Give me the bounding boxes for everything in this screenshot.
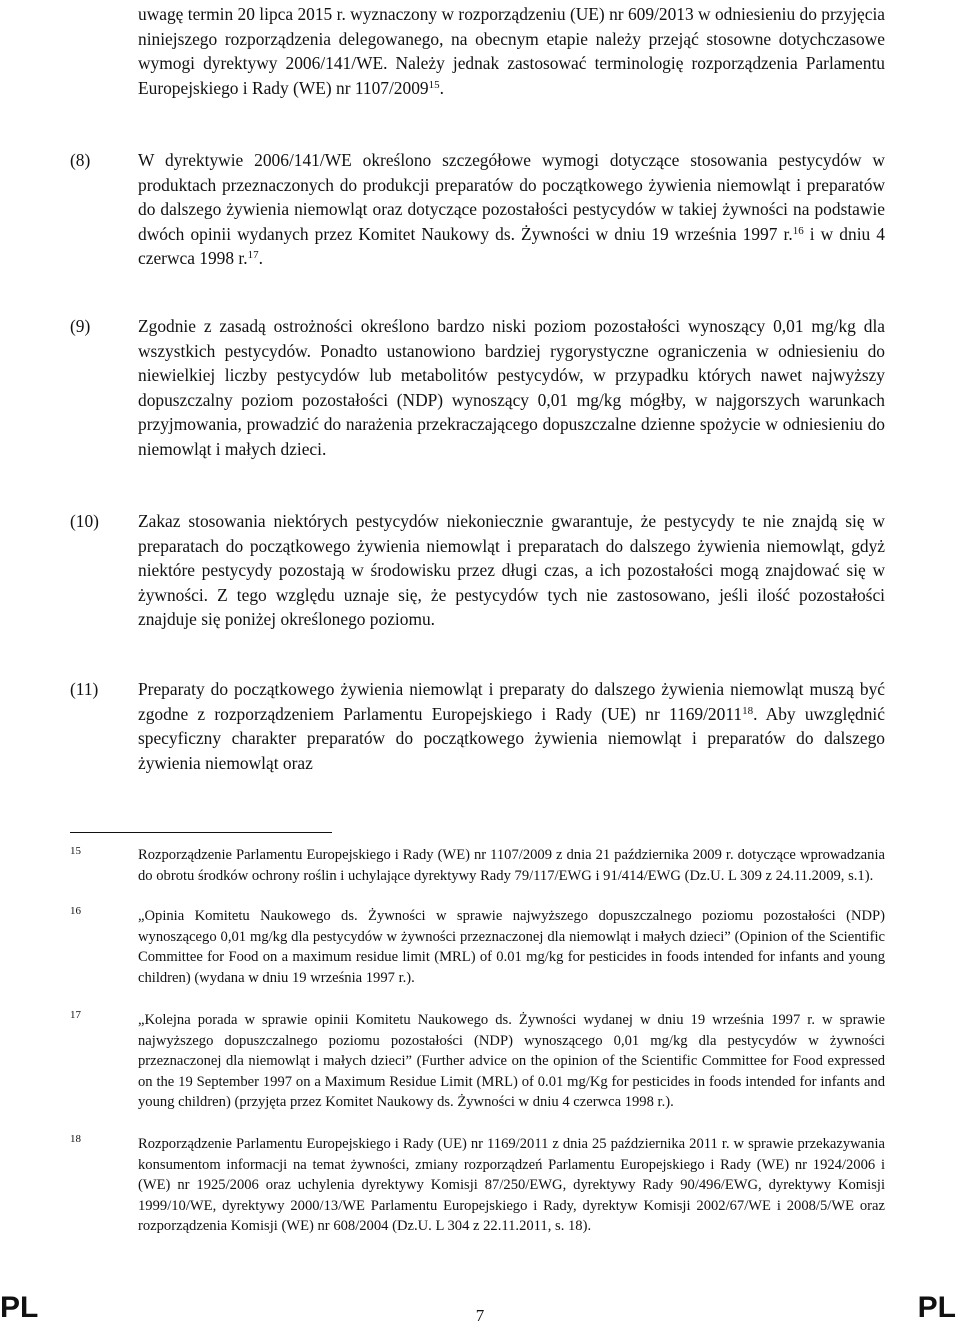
intro-paragraph (138, 2, 885, 100)
footnote-18: Rozporządzenie Parlamentu Europejskiego i Rady (UE) nr 1169/2011 z dnia 25 października 2011 r. w sprawie przekazywania konsumentom informacji na temat żywności, zmiany rozporządzeń Parlamentu Europejskiego i Rady (WE) nr 1924/2006 i (WE) nr 1925/2006 oraz uchylenia dyrektywy Komisji 87/250/EWG, dyrektywy Rady 90/496/EWG, dyrektywy Komisji 1999/10/WE, dyrektywy 2000/13/WE Parlamentu Europejskiego i Rady, dyrektyw Komisji 2002/67/WE i 2008/5/WE oraz rozporządzenia Komisji (WE) nr 608/2004 (Dz.U. L 304 z 22.11.2011, s. 18). (138, 1136, 885, 1235)
intro-text: uwagę termin 20 lipca 2015 r. wyznaczony w rozporządzeniu (UE) nr 609/2013 w odniesieniu do przyjęcia niniejszego rozporządzenia delegowanego, na obecnym etapie należy przejąć stosowne dotychczasowe wymogi dyrektywy 2006/141/WE. Należy jednak zastosować terminologię rozporządzenia Parlamentu Europejskiego i Rady (WE) nr 1107/2009 (138, 4, 885, 98)
page-number: 7 (475, 1306, 485, 1325)
paragraph-number-11: (11) (70, 679, 99, 699)
paragraph-8 (138, 148, 885, 271)
footnote-number-17: 17 (70, 1009, 81, 1021)
paragraph-8-text: W dyrektywie 2006/141/WE określono szczegółowe wymogi dotyczące stosowania pestycydów w produktach przeznaczonych do produkcji preparatów do początkowego żywienia niemowląt i preparatów do dalszego żywienia niemowląt oraz dotyczące pozostałości pestycydów w takiej żywności na podstawie dwóch opinii wydanych przez Komitet Naukowy ds. Żywności w dniu 19 września 1997 r. (138, 150, 885, 244)
footnote-separator (70, 832, 332, 833)
language-code-left: PL (0, 1291, 39, 1324)
footnote-ref-16[interactable]: 16 (792, 224, 804, 237)
footnote-ref-18[interactable]: 18 (742, 704, 754, 717)
paragraph-10: Zakaz stosowania niektórych pestycydów niekoniecznie gwarantuje, że pestycydy te nie znajdą się w preparatach do początkowego żywienia niemowląt i preparatach do dalszego żywienia niemowląt, gdyż niektóre pestycydy pozostają w środowisku przez długi czas, a ich pozostałości mogą znajdować się w żywności. Z tego względu uznaje się, że pestycydów tych nie zastosowano, jeśli ilość pozostałości znajduje się poniżej określonego poziomu. (138, 511, 885, 629)
footnote-number-16: 16 (70, 905, 81, 917)
paragraph-11 (138, 677, 885, 775)
paragraph-11-text: Preparaty do początkowego żywienia niemowląt i preparaty do dalszego żywienia niemowląt muszą być zgodne z rozporządzeniem Parlamentu Europejskiego i Rady (UE) nr 1169/2011 (138, 679, 885, 724)
paragraph-9: Zgodnie z zasadą ostrożności określono bardzo niski poziom pozostałości wynoszący 0,01 mg/kg dla wszystkich pestycydów. Ponadto ustanowiono bardziej rygorystyczne ograniczenia w odniesieniu do niewielkiej liczby pestycydów lub metabolitów pestycydów, w przypadku których nawet najwyższy dopuszczalny poziom pozostałości (NDP) wynoszący 0,01 mg/kg mógłby, w najgorszych warunkach przyjmowania, prowadzić do narażenia przekraczającego dopuszczalne dzienne spożycie w odniesieniu do niemowląt i małych dzieci. (138, 316, 885, 459)
footnote-ref-15[interactable]: 15 (428, 78, 440, 91)
paragraph-8-mid: i w dniu 4 czerwca 1998 r. (138, 223, 885, 268)
footnote-number-18: 18 (70, 1133, 81, 1145)
footnote-ref-17[interactable]: 17 (247, 249, 259, 261)
intro-tail: . (439, 77, 444, 98)
paragraph-11-tail: . Aby uwzględnić specyficzny charakter preparatów do początkowego żywienia niemowląt i preparatów do dalszego żywienia niemowląt oraz (138, 703, 885, 773)
language-code-right: PL (917, 1291, 956, 1324)
paragraph-8-tail: . (258, 248, 263, 268)
paragraph-number-9: (9) (70, 316, 91, 336)
paragraph-number-10: (10) (70, 511, 99, 531)
footnote-15: Rozporządzenie Parlamentu Europejskiego i Rady (WE) nr 1107/2009 z dnia 21 października 2009 r. dotyczące wprowadzania do obrotu środków ochrony roślin i uchylające dyrektywy Rady 79/117/EWG i 91/414/EWG (Dz.U. L 309 z 24.11.2009, s.1). (138, 847, 885, 884)
footnote-17: „Kolejna porada w sprawie opinii Komitetu Naukowego ds. Żywności wydanej w dniu 19 września 1997 r. w sprawie najwyższego dopuszczalnego poziomu pozostałości (NDP) wynoszącego 0,01 mg/kg dla pestycydów w żywności przeznaczonej dla niemowląt i małych dzieci” (Further advice on the opinion of the Scientific Committee for Food expressed on the 19 September 1997 on a Maximum Residue Limit (MRL) of 0.01 mg/Kg for pesticides in foods intended for infants and young children) (przyjęta przez Komitet Naukowy ds. Żywności w dniu 4 czerwca 1998 r.). (138, 1012, 885, 1111)
footnote-number-15: 15 (70, 845, 81, 857)
footnote-16: „Opinia Komitetu Naukowego ds. Żywności w sprawie najwyższego dopuszczalnego poziomu pozostałości (NDP) wynoszącego 0,01 mg/kg dla pestycydów w żywności przeznaczonej dla niemowląt i małych dzieci” (Opinion of the Scientific Committee for Food on a maximum residue limit (MRL) of 0.01 mg/kg for pesticides in foods intended for infants and young children) (wydana w dniu 19 września 1997 r.). (138, 908, 885, 986)
paragraph-number-8: (8) (70, 150, 91, 170)
